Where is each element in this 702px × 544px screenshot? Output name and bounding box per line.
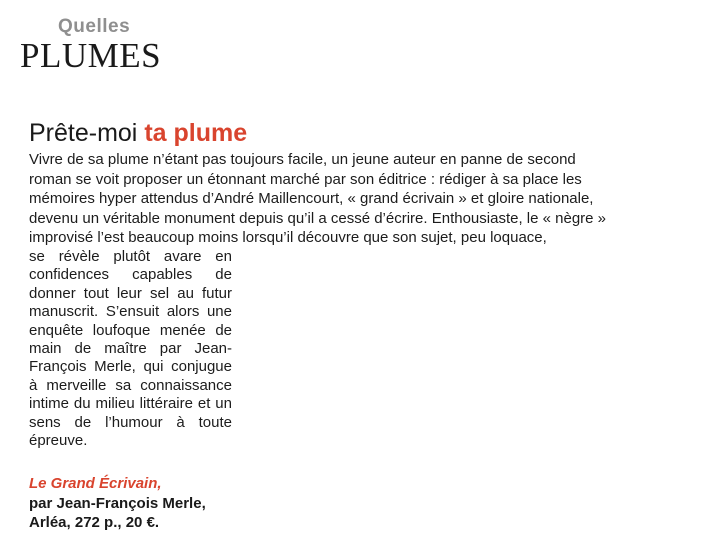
headline-accent: ta plume (144, 119, 248, 147)
book-meta (29, 494, 206, 532)
body-line: roman se voit proposer un étonnant marché par son éditrice : rédiger à sa place les (29, 170, 582, 188)
article-body-wide (29, 150, 671, 248)
body-line: devenu un véritable monument depuis qu’il a cessé d’écrire. Enthousiaste, le « nègre » (29, 209, 607, 227)
book-title: Le Grand Écrivain, (29, 475, 162, 492)
body-line: improvisé l’est beaucoup moins lorsqu’il découvre que son sujet, peu loquace, (29, 229, 547, 247)
section-title: PLUMES (20, 36, 162, 75)
book-author: par Jean-François Merle, (29, 495, 206, 512)
headline-plain: Prête-moi (29, 119, 145, 147)
body-line: mémoires hyper attendus d’André Maillencourt, « grand écrivain » et gloire nationale, (29, 190, 594, 208)
book-publisher: Arléa, 272 p., 20 €. (29, 514, 160, 531)
article-body-narrow: se révèle plutôt avare en confidences capables de donner tout leur sel au futur manuscrit. S’ensuit alors une enquête loufoque menée de main de maître par Jean-François Merle, qui conjugue à merveille sa connaissance intime du milieu littéraire et un sens de l’humour à toute épreuve. (29, 248, 232, 450)
section-kicker: Quelles (58, 16, 131, 37)
body-line: Vivre de sa plume n’étant pas toujours facile, un jeune auteur en panne de second (29, 151, 576, 168)
article-headline (29, 118, 247, 148)
